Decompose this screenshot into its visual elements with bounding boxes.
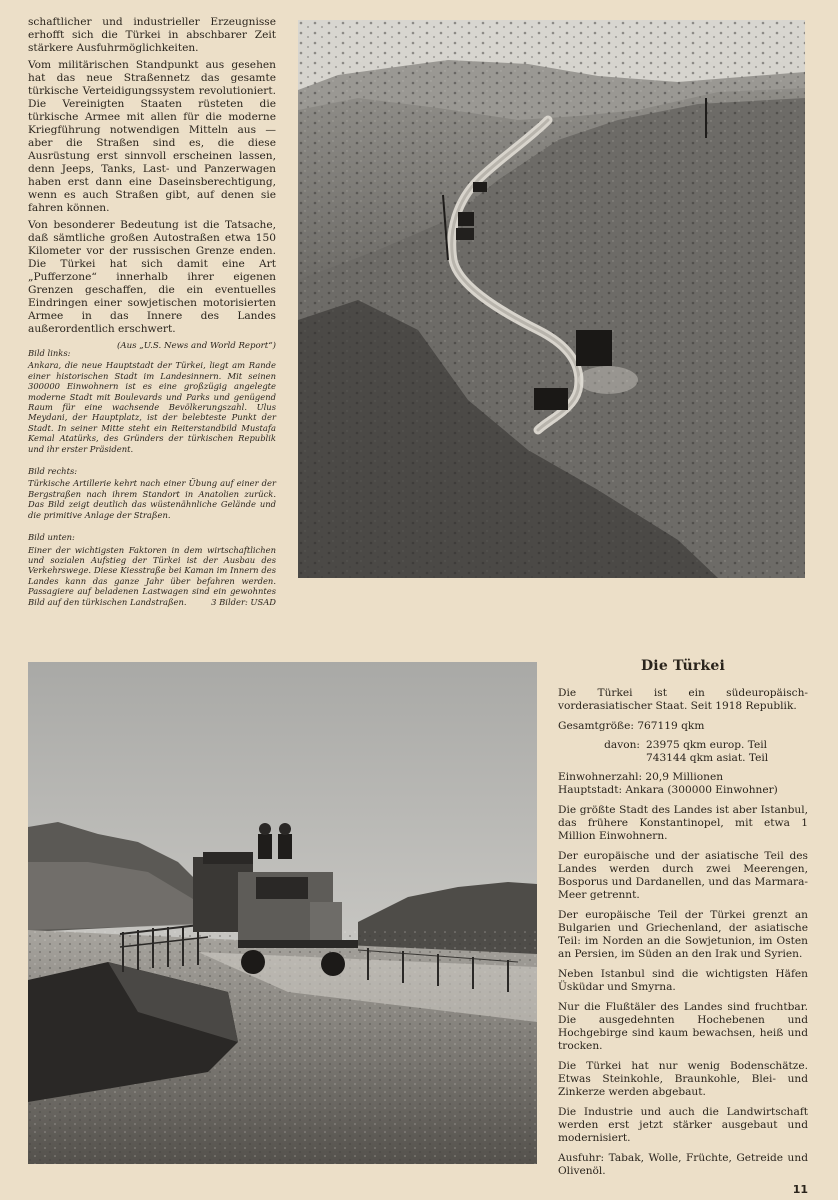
facts-istanbul: Die größte Stadt des Landes ist aber Istanbul, das frühere Konstantinopel, mit etwa 1 Million Einwohnern. bbox=[558, 804, 808, 842]
facts-population: Einwohnerzahl: 20,9 Millionen bbox=[558, 771, 724, 783]
facts-ports: Neben Istanbul sind die wichtigsten Häfen Üsküdar und Smyrna. bbox=[558, 968, 808, 993]
facts-of-label: davon: bbox=[604, 739, 640, 751]
page-number: 11 bbox=[792, 1183, 808, 1196]
facts-borders: Der europäische Teil der Türkei grenzt an Bulgarien und Griechenland, der asiatische Teil: im Norden an die Sowjetunion, im Osten an Persien, im Süden an den Irak und Syrien. bbox=[558, 909, 808, 960]
caption-heading-right: Bild rechts: bbox=[28, 466, 78, 477]
facts-title: Die Türkei bbox=[640, 658, 726, 674]
photo-truck-image bbox=[28, 662, 537, 1164]
facts-parts: Der europäische und der asiatische Teil des Landes werden durch zwei Meerengen, Bosporus und Dardanellen, und das Marmara-Meer getrennt. bbox=[558, 850, 808, 901]
country-facts-box bbox=[558, 660, 808, 1185]
facts-area-label: Gesamtgröße: bbox=[558, 720, 634, 732]
caption-text-bottom bbox=[28, 545, 276, 607]
caption-heading-bottom: Bild unten: bbox=[28, 532, 75, 543]
facts-asia-value: 743144 qkm asiat. Teil bbox=[646, 752, 769, 764]
photo-artillery-image bbox=[298, 20, 805, 578]
facts-export: Ausfuhr: Tabak, Wolle, Früchte, Getreide und Olivenöl. bbox=[558, 1152, 808, 1177]
article-paragraph: schaftlicher und industrieller Erzeugnisse erhofft sich die Türkei in abschbarer Zeit stärkere Ausfuhrmöglichkeiten. bbox=[28, 16, 276, 54]
caption-heading-left: Bild links: bbox=[28, 348, 71, 358]
caption-text-left: Ankara, die neue Hauptstadt der Türkei, liegt am Rande einer historischen Stadt im Landesinnern. Mit seinen 300000 Einwohnern ist es eine großzügig angelegte moderne Stadt mit Boulevards und Parks und genügend Raum für eine wachsende Bevölkerungszahl. Ulus Meydani, der Hauptplatz, ist der belebteste Punkt der Stadt. In seiner Mitte steht ein Reiterstandbild Mustafa Kemal Atatürks, des Gründers der türkischen Republik und ihr erster Präsident. bbox=[28, 360, 276, 454]
facts-intro: Die Türkei ist ein südeuropäisch-vorderasiatischer Staat. Seit 1918 Republik. bbox=[558, 687, 808, 712]
caption-text-right: Türkische Artillerie kehrt nach einer Übung auf einer der Bergstraßen nach ihrem Standort in Anatolien zurück. Das Bild zeigt deutlich das wüstenähnliche Gelände und die primitive Anlage der Straßen. bbox=[28, 478, 276, 520]
facts-area-row bbox=[558, 720, 808, 733]
facts-resources: Die Türkei hat nur wenig Bodenschätze. Etwas Steinkohle, Braunkohle, Blei- und Zinkerze werden abgebaut. bbox=[558, 1060, 808, 1098]
facts-europe-row bbox=[558, 739, 808, 752]
facts-area-value: 767119 qkm bbox=[637, 720, 705, 732]
photo-credit: 3 Bilder: USAD bbox=[211, 596, 276, 607]
facts-capital: Hauptstadt: Ankara (300000 Einwohner) bbox=[558, 784, 778, 796]
photo-truck-gravel-road bbox=[28, 662, 537, 1164]
caption-bottom-body: Einer der wichtigsten Faktoren in dem wirtschaftlichen und sozialen Aufstieg der Türkei ist der Ausbau des Verkehrswege. Diese Kiesstraße bei Kaman im Innern des Landes kann das ganze Jahr über befahren werden. Passagiere auf beladenen Lastwagen sind ein gewohntes Bild auf den türkischen Landstraßen. bbox=[28, 544, 276, 607]
photo-artillery-mountain-road bbox=[298, 20, 805, 578]
article-column bbox=[28, 16, 276, 357]
article-source: (Aus „U.S. News and World Report“) bbox=[117, 341, 276, 351]
facts-valleys: Nur die Flußtäler des Landes sind fruchtbar. Die ausgedehnten Hochebenen und Hochgebirge sind kaum bewachsen, heiß und trocken. bbox=[558, 1001, 808, 1052]
photo-captions bbox=[28, 348, 276, 619]
facts-industry: Die Industrie und auch die Landwirtschaft werden erst jetzt stärker ausgebaut und modernisiert. bbox=[558, 1106, 808, 1144]
article-paragraph: Von besonderer Bedeutung ist die Tatsache, daß sämtliche großen Autostraßen etwa 150 Kilometer vor der russischen Grenze enden. Die Türkei hat sich damit eine Art „Pufferzone“ innerhalb ihrer eigenen Grenzen geschaffen, die ein eventuelles Eindringen einer sowjetischen motorisierten Armee in das Innere des Landes außerordentlich erschwert. bbox=[28, 219, 276, 335]
facts-europe-value: 23975 qkm europ. Teil bbox=[646, 739, 768, 751]
article-paragraph: Vom militärischen Standpunkt aus gesehen hat das neue Straßennetz das gesamte türkische Verteidigungssystem revolutioniert. Die Vereinigten Staaten rüsteten die türkische Armee mit allen für die moderne Kriegführung notwendigen Mitteln aus — aber die Straßen sind es, die diese Ausrüstung erst sinnvoll erscheinen lassen, denn Jeeps, Tanks, Last- und Panzerwagen haben erst dann eine Daseinsberechtigung, wenn es auch Straßen gibt, auf denen sie fahren können. bbox=[28, 59, 276, 214]
